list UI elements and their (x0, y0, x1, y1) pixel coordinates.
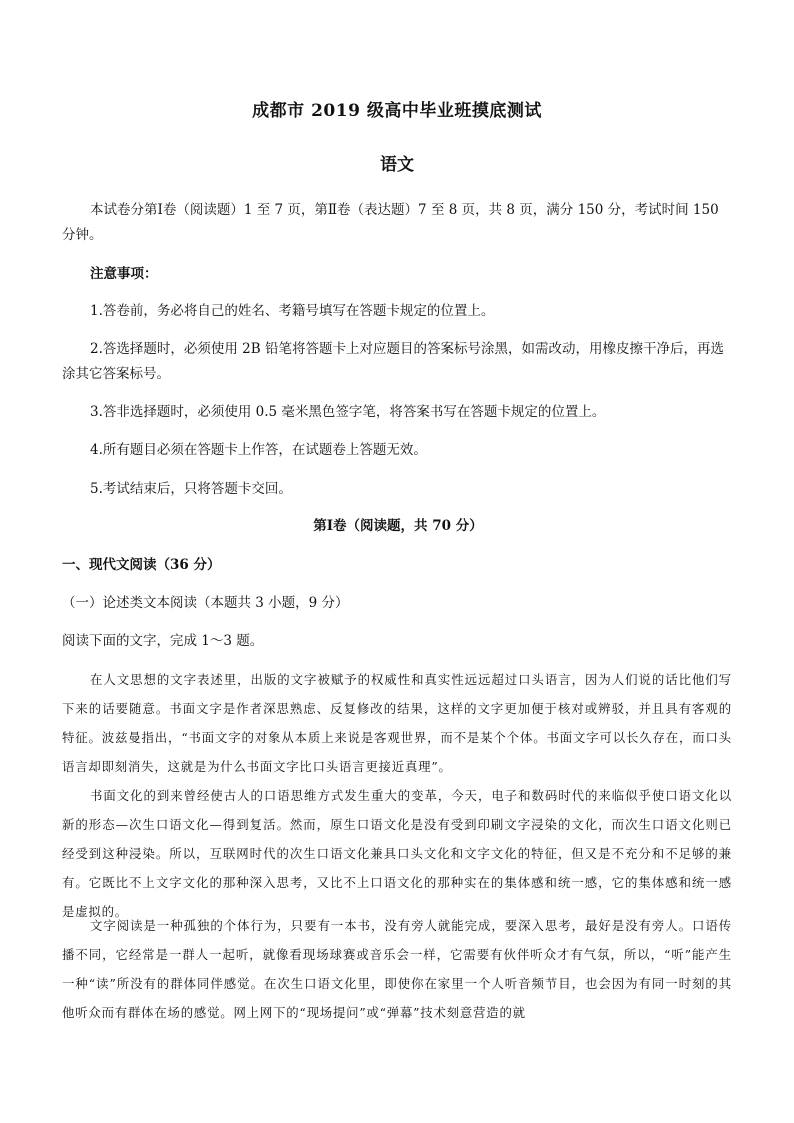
note-item: 2.答选择题时，必须使用 2B 铅笔将答题卡上对应题目的答案标号涂黑，如需改动，用橡皮擦干净后，再选涂其它答案标号。 (62, 341, 724, 382)
exam-title: 成都市 2019 级高中毕业班摸底测试 (252, 101, 542, 121)
notes-heading: 注意事项： (90, 266, 158, 282)
note-item: 1.答卷前，务必将自己的姓名、考籍号填写在答题卡规定的位置上。 (90, 303, 495, 319)
passage-paragraph: 文字阅读是一种孤独的个体行为，只要有一本书，没有旁人就能完成，要深入思考，最好是没有旁人。口语传播不同，它经常是一群人一起听，就像看现场球赛或音乐会一样，它需要有伙伴听众才有气氛，所以，“听”能产生一种“读”所没有的群体同伴感觉。在次生口语文化里，即使你在家里一个人听音频节目，也会因为有同一时刻的其他听众而有群体在场的感觉。网上网下的“现场提问”或“弹幕”技术刻意营造的就 (62, 918, 732, 1020)
passage-paragraph: 书面文化的到来曾经使古人的口语思维方式发生重大的变革，今天，电子和数码时代的来临似乎使口语文化以新的形态—次生口语文化—得到复活。然而，原生口语文化是没有受到印刷文字浸染的文化，而次生口语文化则已经受到这种浸染。所以，互联网时代的次生口语文化兼具口头文化和文字文化的特征，但又是不充分和不足够的兼有。它既比不上文字文化的那种深入思考，又比不上口语文化的那种实在的集体感和统一感，它的集体感和统一感是虚拟的。 (62, 788, 732, 919)
reading-instruction: 阅读下面的文字，完成 1～3 题。 (62, 633, 264, 649)
note-item: 4.所有题目必须在答题卡上作答，在试题卷上答题无效。 (90, 442, 427, 458)
note-item: 3.答非选择题时，必须使用 0.5 毫米黑色签字笔，将答案书写在答题卡规定的位置上。 (90, 404, 606, 420)
intro-paragraph: 本试卷分第Ⅰ卷（阅读题）1 至 7 页，第Ⅱ卷（表达题）7 至 8 页，共 8 页，满分 150 分，考试时间 150 分钟。 (62, 202, 719, 243)
part-heading: 一、现代文阅读（36 分） (62, 557, 221, 573)
sub-heading: （一）论述类文本阅读（本题共 3 小题，9 分） (62, 595, 349, 611)
subject-title: 语文 (380, 155, 414, 175)
passage-paragraph: 在人文思想的文字表述里，出版的文字被赋予的权威性和真实性远远超过口头语言，因为人们说的话比他们写下来的话要随意。书面文字是作者深思熟虑、反复修改的结果，这样的文字更加便于核对或辨驳，并且具有客观的特征。波兹曼指出，“书面文字的对象从本质上来说是客观世界，而不是某个个体。书面文字可以长久存在，而口头语言却即刻消失，这就是为什么书面文字比口头语言更接近真理”。 (62, 672, 732, 774)
section-title: 第Ⅰ卷（阅读题，共 70 分） (313, 518, 483, 534)
note-item: 5.考试结束后，只将答题卡交回。 (90, 481, 292, 497)
